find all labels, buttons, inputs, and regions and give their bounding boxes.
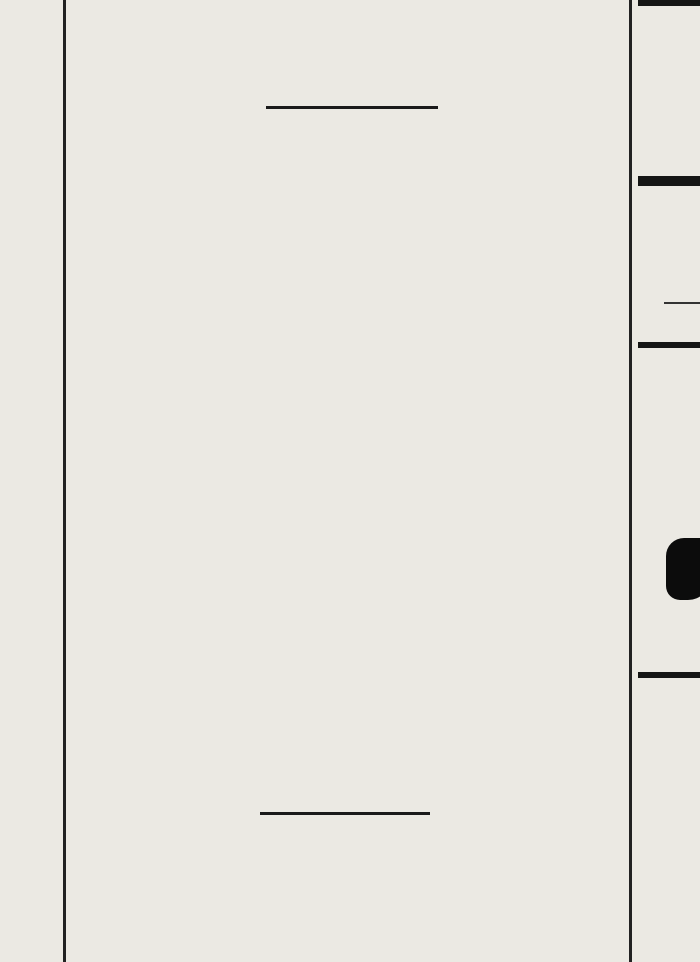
article-headline bbox=[68, 120, 628, 198]
article-subheadline bbox=[68, 880, 628, 920]
black-bar bbox=[638, 672, 700, 678]
main-column bbox=[68, 0, 628, 962]
black-bar bbox=[638, 176, 700, 186]
column-rule bbox=[63, 0, 66, 962]
article-subheadline bbox=[68, 206, 628, 250]
thin-rule bbox=[664, 302, 700, 304]
column-rule bbox=[629, 0, 632, 962]
black-bar bbox=[638, 342, 700, 348]
separator-rule bbox=[266, 106, 438, 109]
article-headline bbox=[68, 826, 628, 878]
left-column bbox=[0, 0, 62, 962]
black-bar bbox=[638, 0, 700, 6]
ink-blot bbox=[666, 538, 700, 600]
right-column bbox=[634, 0, 700, 962]
separator-rule bbox=[260, 812, 430, 815]
